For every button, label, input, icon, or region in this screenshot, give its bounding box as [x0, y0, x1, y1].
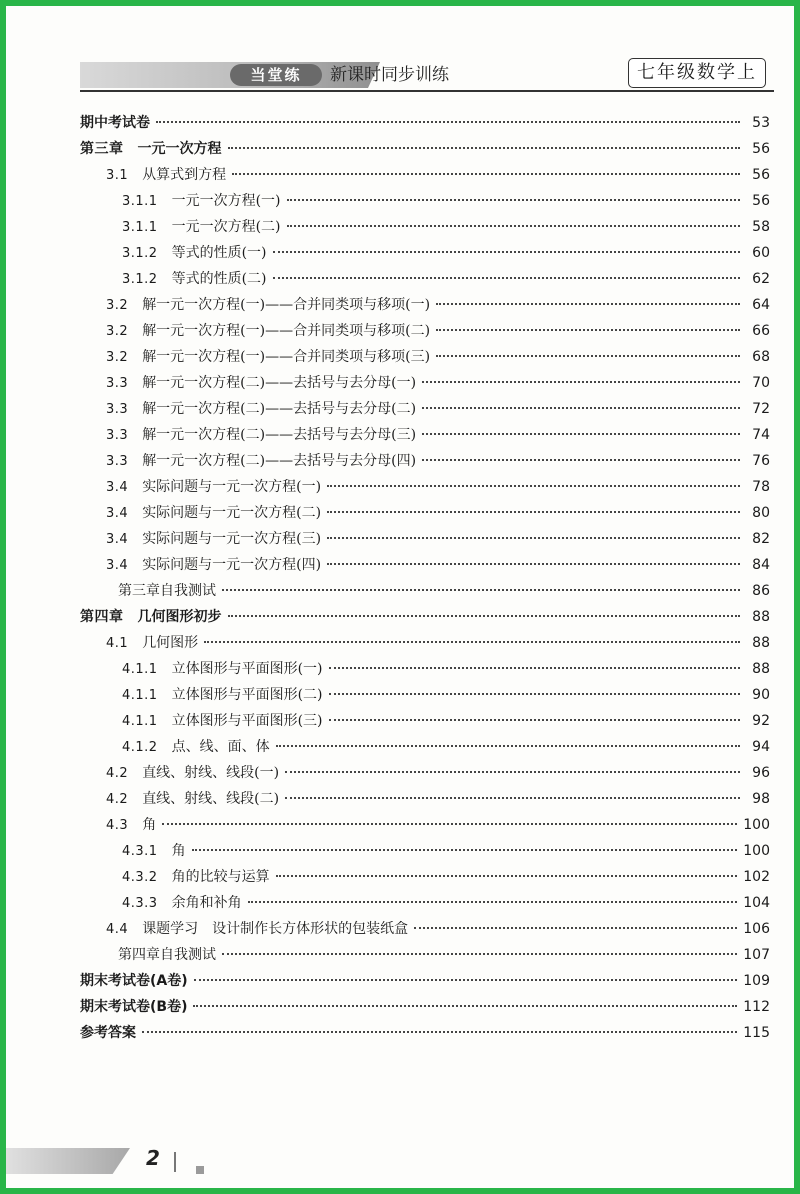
toc-leader-dots: [422, 407, 740, 409]
toc-entry-number: 3.3: [106, 402, 129, 417]
toc-entry-title: 几何图形: [142, 635, 199, 651]
toc-entry: [80, 604, 770, 630]
toc-entry-title: 一元一次方程(二): [171, 219, 281, 235]
toc-entry-number: 3.2: [106, 350, 129, 365]
toc-entry: [80, 396, 770, 422]
toc-entry-number: 3.4: [106, 558, 129, 573]
toc-leader-dots: [273, 251, 740, 253]
toc-entry-page: 62: [752, 271, 770, 287]
toc-leader-dots: [436, 303, 740, 305]
toc-entry-page: 84: [752, 557, 770, 573]
toc-entry-title: 第四章自我测试: [118, 947, 216, 963]
toc-entry-title: 实际问题与一元一次方程(三): [142, 531, 322, 547]
toc-entry: [80, 162, 770, 188]
page-number: 2: [146, 1146, 160, 1170]
toc-leader-dots: [422, 381, 740, 383]
toc-leader-dots: [228, 147, 741, 149]
toc-leader-dots: [142, 1031, 737, 1033]
toc-entry-page: 112: [743, 999, 770, 1015]
toc-entry: [80, 474, 770, 500]
toc-entry-page: 102: [743, 869, 770, 885]
toc-entry-title: 等式的性质(一): [171, 245, 267, 261]
toc-entry: [80, 994, 770, 1020]
toc-entry-page: 64: [752, 297, 770, 313]
toc-entry-page: 100: [743, 817, 770, 833]
toc-entry-number: 4.3.1: [122, 844, 158, 859]
toc-entry-title: 解一元一次方程(二)——去括号与去分母(三): [142, 427, 417, 443]
toc-entry-title: 参考答案: [80, 1025, 136, 1041]
toc-entry-page: 107: [743, 947, 770, 963]
toc-entry-page: 104: [743, 895, 770, 911]
toc-entry-title: 解一元一次方程(二)——去括号与去分母(二): [142, 401, 417, 417]
toc-entry-page: 70: [752, 375, 770, 391]
toc-entry-number: 第四章: [80, 609, 124, 625]
toc-entry-number: 4.2: [106, 792, 129, 807]
toc-entry-title: 直线、射线、线段(二): [142, 791, 280, 807]
toc-entry: [80, 344, 770, 370]
toc-entry-number: 3.3: [106, 428, 129, 443]
toc-leader-dots: [327, 537, 740, 539]
toc-entry: [80, 578, 770, 604]
toc-entry-number: 4.1.1: [122, 714, 158, 729]
series-title: 新课时同步训练: [330, 65, 449, 85]
toc-entry-title: 解一元一次方程(一)——合并同类项与移项(一): [142, 297, 431, 313]
toc-entry-title: 点、线、面、体: [171, 739, 270, 755]
toc-leader-dots: [287, 225, 740, 227]
toc-entry-number: 3.1.1: [122, 194, 158, 209]
toc-entry-title: 期末考试卷(B卷): [80, 999, 188, 1015]
toc-entry-title: 实际问题与一元一次方程(一): [142, 479, 322, 495]
toc-entry: [80, 318, 770, 344]
toc-entry-page: 88: [752, 609, 770, 625]
toc-entry: [80, 864, 770, 890]
toc-leader-dots: [232, 173, 740, 175]
toc-entry-page: 60: [752, 245, 770, 261]
toc-entry-number: 4.2: [106, 766, 129, 781]
footer-band: [6, 1148, 130, 1174]
toc-leader-dots: [285, 797, 740, 799]
toc-entry-number: 4.1.1: [122, 662, 158, 677]
toc-entry-title: 实际问题与一元一次方程(四): [142, 557, 322, 573]
toc-entry-title: 期末考试卷(A卷): [80, 973, 188, 989]
toc-entry-title: 解一元一次方程(一)——合并同类项与移项(二): [142, 323, 431, 339]
toc-entry-number: 3.3: [106, 376, 129, 391]
toc-leader-dots: [192, 849, 738, 851]
toc-entry-page: 94: [752, 739, 770, 755]
toc-leader-dots: [273, 277, 740, 279]
toc-entry-number: 4.1.1: [122, 688, 158, 703]
toc-entry: [80, 838, 770, 864]
toc-entry-page: 86: [752, 583, 770, 599]
toc-entry-page: 90: [752, 687, 770, 703]
toc-entry-number: 4.1.2: [122, 740, 158, 755]
toc-leader-dots: [436, 355, 740, 357]
toc-leader-dots: [222, 589, 740, 591]
toc-entry-page: 115: [743, 1025, 770, 1041]
toc-entry-number: 3.1.1: [122, 220, 158, 235]
toc-entry-page: 68: [752, 349, 770, 365]
toc-leader-dots: [156, 121, 740, 123]
toc-entry-number: 3.2: [106, 298, 129, 313]
toc-entry-page: 106: [743, 921, 770, 937]
brand-logo: 当堂练: [230, 64, 322, 86]
toc-entry: [80, 370, 770, 396]
toc-entry-number: 3.2: [106, 324, 129, 339]
toc-leader-dots: [222, 953, 737, 955]
toc-entry: [80, 292, 770, 318]
toc-entry-page: 96: [752, 765, 770, 781]
toc-entry-title: 第三章自我测试: [118, 583, 216, 599]
toc-entry-number: 3.1.2: [122, 246, 158, 261]
toc-entry-number: 第三章: [80, 141, 124, 157]
toc-entry: [80, 734, 770, 760]
toc-entry-number: 3.4: [106, 480, 129, 495]
toc-entry: [80, 500, 770, 526]
toc-leader-dots: [204, 641, 740, 643]
toc-entry-page: 98: [752, 791, 770, 807]
toc-entry-title: 解一元一次方程(二)——去括号与去分母(一): [142, 375, 417, 391]
toc-leader-dots: [329, 719, 740, 721]
toc-entry-number: 3.1: [106, 168, 129, 183]
toc-entry: [80, 630, 770, 656]
toc-entry-number: 4.3.3: [122, 896, 158, 911]
toc-entry: [80, 942, 770, 968]
toc-entry-title: 一元一次方程: [137, 141, 222, 157]
toc-entry: [80, 188, 770, 214]
toc-entry-title: 角: [171, 843, 186, 859]
toc-entry-page: 72: [752, 401, 770, 417]
toc-leader-dots: [193, 1005, 737, 1007]
toc-entry: [80, 1020, 770, 1046]
toc-entry-title: 等式的性质(二): [171, 271, 267, 287]
toc-entry-title: 实际问题与一元一次方程(二): [142, 505, 322, 521]
toc-entry: [80, 656, 770, 682]
toc-entry-page: 92: [752, 713, 770, 729]
footer-square: [196, 1166, 204, 1174]
toc-entry-title: 一元一次方程(一): [171, 193, 281, 209]
header-rule: [80, 90, 774, 92]
toc-entry: [80, 526, 770, 552]
toc-entry-number: 4.3: [106, 818, 129, 833]
toc-entry: [80, 110, 770, 136]
toc-entry-title: 期中考试卷: [80, 115, 150, 131]
toc-entry-page: 58: [752, 219, 770, 235]
toc-entry: [80, 214, 770, 240]
grade-label: 七年级数学上: [628, 58, 766, 88]
toc-entry-title: 从算式到方程: [142, 167, 227, 183]
toc-entry-page: 109: [743, 973, 770, 989]
toc-entry-title: 角的比较与运算: [171, 869, 270, 885]
toc-entry-page: 80: [752, 505, 770, 521]
toc-entry-title: 解一元一次方程(二)——去括号与去分母(四): [142, 453, 417, 469]
toc-leader-dots: [329, 667, 740, 669]
toc-entry-page: 78: [752, 479, 770, 495]
page-header: [80, 56, 774, 96]
footer-mark: [174, 1152, 176, 1172]
toc-entry-number: 3.4: [106, 532, 129, 547]
toc-entry: [80, 890, 770, 916]
toc-entry-title: 立体图形与平面图形(一): [171, 661, 323, 677]
toc-leader-dots: [287, 199, 740, 201]
toc-entry-page: 88: [752, 661, 770, 677]
toc-entry-page: 56: [752, 167, 770, 183]
toc-entry: [80, 552, 770, 578]
toc-entry-title: 解一元一次方程(一)——合并同类项与移项(三): [142, 349, 431, 365]
toc-leader-dots: [285, 771, 740, 773]
toc-leader-dots: [276, 745, 740, 747]
toc-entry: [80, 760, 770, 786]
toc-entry: [80, 812, 770, 838]
toc-entry: [80, 682, 770, 708]
toc-entry: [80, 448, 770, 474]
toc-entry-title: 余角和补角: [171, 895, 242, 911]
toc-entry-page: 88: [752, 635, 770, 651]
toc-leader-dots: [327, 563, 740, 565]
toc-entry-number: 4.4: [106, 922, 129, 937]
toc-entry-page: 66: [752, 323, 770, 339]
toc-entry: [80, 266, 770, 292]
toc-entry-title: 课题学习 设计制作长方体形状的包装纸盒: [142, 921, 409, 937]
toc-entry: [80, 916, 770, 942]
toc-entry-title: 几何图形初步: [137, 609, 222, 625]
toc-entry-number: 4.3.2: [122, 870, 158, 885]
toc-entry: [80, 136, 770, 162]
toc-leader-dots: [248, 901, 738, 903]
toc-leader-dots: [436, 329, 740, 331]
toc-entry-title: 角: [142, 817, 157, 833]
toc-leader-dots: [228, 615, 741, 617]
toc-leader-dots: [327, 485, 740, 487]
toc-leader-dots: [194, 979, 738, 981]
toc-entry: [80, 422, 770, 448]
toc-leader-dots: [276, 875, 738, 877]
table-of-contents: [80, 110, 770, 1046]
toc-leader-dots: [414, 927, 737, 929]
toc-entry-page: 56: [752, 141, 770, 157]
toc-entry-page: 53: [752, 115, 770, 131]
toc-leader-dots: [327, 511, 740, 513]
toc-leader-dots: [162, 823, 737, 825]
toc-entry-number: 3.1.2: [122, 272, 158, 287]
toc-entry-page: 82: [752, 531, 770, 547]
toc-entry: [80, 708, 770, 734]
toc-entry: [80, 240, 770, 266]
toc-entry-title: 立体图形与平面图形(三): [171, 713, 323, 729]
toc-leader-dots: [329, 693, 740, 695]
toc-leader-dots: [422, 459, 740, 461]
toc-entry: [80, 968, 770, 994]
toc-entry: [80, 786, 770, 812]
toc-entry-number: 3.4: [106, 506, 129, 521]
toc-entry-title: 直线、射线、线段(一): [142, 765, 280, 781]
toc-entry-page: 74: [752, 427, 770, 443]
toc-leader-dots: [422, 433, 740, 435]
toc-entry-page: 76: [752, 453, 770, 469]
toc-entry-number: 3.3: [106, 454, 129, 469]
toc-entry-page: 56: [752, 193, 770, 209]
toc-entry-number: 4.1: [106, 636, 129, 651]
toc-entry-page: 100: [743, 843, 770, 859]
toc-entry-title: 立体图形与平面图形(二): [171, 687, 323, 703]
